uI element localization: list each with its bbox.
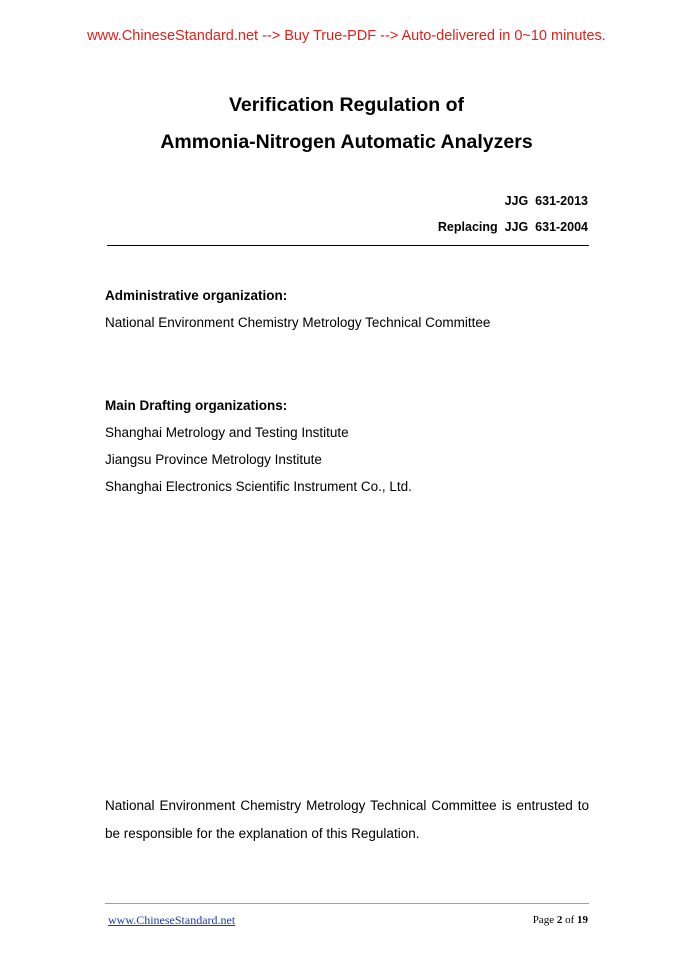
drafting-heading: Main Drafting organizations: xyxy=(105,398,288,413)
footer-website-link[interactable]: www.ChineseStandard.net xyxy=(108,913,236,927)
document-title-line-2: Ammonia-Nitrogen Automatic Analyzers xyxy=(160,131,533,153)
page-number xyxy=(533,914,588,926)
footer-divider xyxy=(105,903,589,904)
header-divider xyxy=(107,245,589,246)
page-label: Page xyxy=(532,914,555,926)
page-of: of xyxy=(565,914,575,926)
drafting-section xyxy=(105,398,595,495)
page-total: 19 xyxy=(577,914,588,926)
promo-banner[interactable]: www.ChineseStandard.net --> Buy True-PDF --> Auto-delivered in 0~10 minutes. xyxy=(87,28,606,44)
administrative-organization: National Environment Chemistry Metrology Technical Committee xyxy=(105,315,491,330)
document-title-line-1: Verification Regulation of xyxy=(228,94,465,116)
administrative-section xyxy=(105,288,595,331)
replacing-code: Replacing JJG 631-2004 xyxy=(437,220,588,234)
drafting-organization: Shanghai Electronics Scientific Instrument Co., Ltd. xyxy=(105,479,412,494)
standard-code: JJG 631-2013 xyxy=(504,194,588,208)
drafting-organization: Shanghai Metrology and Testing Institute xyxy=(105,425,349,440)
page-current: 2 xyxy=(556,914,563,926)
drafting-organization: Jiangsu Province Metrology Institute xyxy=(105,452,322,467)
administrative-heading: Administrative organization: xyxy=(105,288,288,303)
entrustment-paragraph: National Environment Chemistry Metrology Technical Committee is entrusted to be responsible for the explanation of this Regulation. xyxy=(105,798,589,841)
